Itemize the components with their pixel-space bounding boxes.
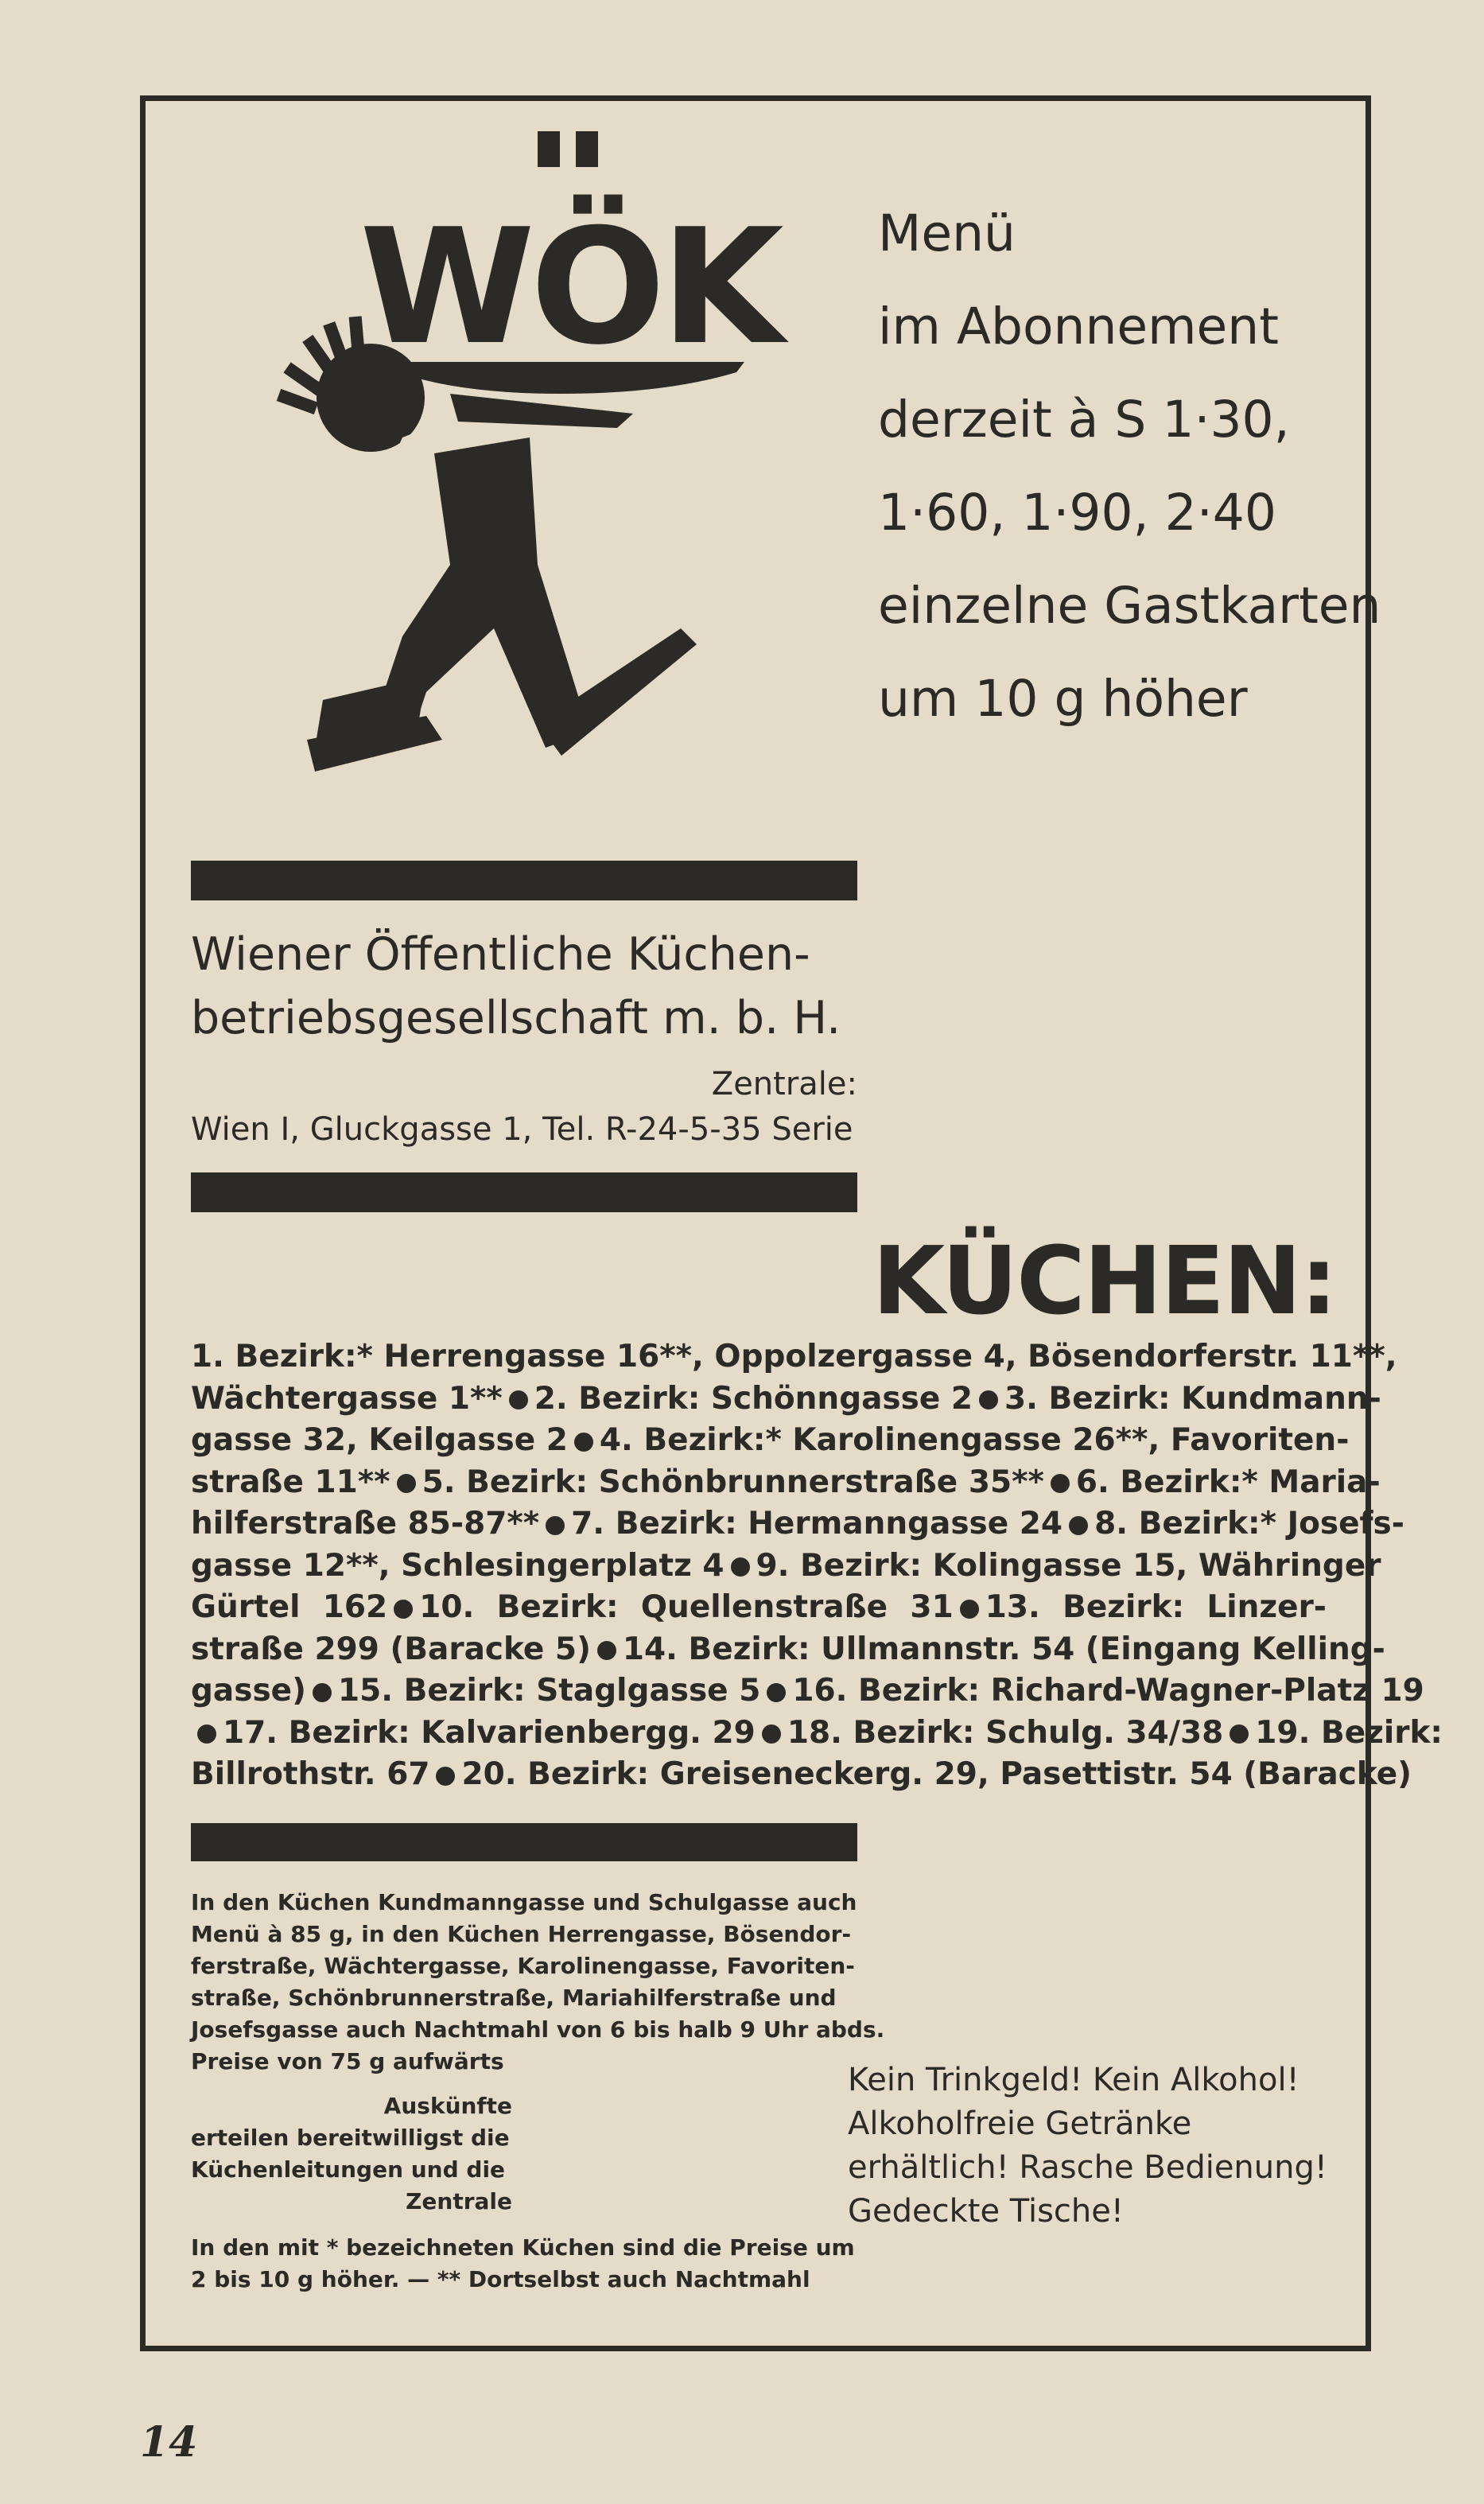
slogan-line: Alkoholfreie Getränke: [848, 2105, 1192, 2142]
info-block: [191, 2090, 512, 2218]
kitchen-entry: Gürtel 162: [191, 1589, 388, 1625]
notes-line: ferstraße, Wächtergasse, Karolinengasse, Favoriten-: [191, 1953, 855, 1979]
kitchen-entry: 9. Bezirk: Kolingasse 15, Währinger: [756, 1547, 1381, 1584]
menu-line: um 10 g höher: [878, 670, 1248, 728]
kitchen-entry: gasse): [191, 1673, 306, 1709]
bullet-dot-icon: [394, 1600, 413, 1619]
footnote-line: In den mit * bezeichneten Küchen sind die Preise um: [191, 2234, 855, 2261]
info-line: Zentrale: [406, 2188, 512, 2214]
kitchens-line: [191, 1420, 1350, 1462]
info-line: erteilen bereitwilligst die: [191, 2125, 510, 2151]
bullet-dot-icon: [436, 1767, 455, 1786]
kitchen-entry: gasse 32, Keilgasse 2: [191, 1422, 568, 1458]
umlaut-dot-right: [576, 131, 598, 167]
kitchens-line: [191, 1629, 1385, 1671]
zentrale-address: Wien I, Gluckgasse 1, Tel. R-24-5-35 Serie: [191, 1111, 853, 1148]
kitchens-heading: KÜCHEN:: [872, 1226, 1336, 1336]
zentrale-label: Zentrale:: [711, 1066, 857, 1102]
kitchen-entry: 2. Bezirk: Schönngasse 2: [534, 1380, 973, 1417]
kitchen-entry: 18. Bezirk: Schulg. 34/38: [787, 1714, 1224, 1751]
kitchen-entry: hilferstraße 85-87**: [191, 1506, 540, 1542]
menu-line: Menü: [878, 204, 1016, 262]
menu-line: einzelne Gastkarten: [878, 577, 1381, 635]
kitchens-line: [191, 1336, 1397, 1378]
woek-logo: [188, 119, 872, 883]
bullet-dot-icon: [397, 1474, 416, 1493]
kitchen-entry: 8. Bezirk:* Josefs-: [1094, 1506, 1404, 1542]
bullet-dot-icon: [1051, 1474, 1070, 1493]
kitchens-line: [191, 1587, 1327, 1629]
kitchen-entry: 16. Bezirk: Richard-Wagner-Platz 19: [792, 1673, 1424, 1709]
woek-wordmark: WÖK: [359, 195, 779, 380]
bullet-dot-icon: [979, 1390, 998, 1409]
slogan-line: Gedeckte Tische!: [848, 2193, 1124, 2230]
kitchen-entry: 5. Bezirk: Schönbrunnerstraße 35**: [422, 1464, 1044, 1500]
notes-line: Menü à 85 g, in den Küchen Herrengasse, Bösendor-: [191, 1921, 852, 1947]
kitchen-entry: 1. Bezirk:* Herrengasse 16**, Oppolzergasse 4, Bösendorferstr. 11**,: [191, 1339, 1397, 1374]
bullet-dot-icon: [731, 1557, 750, 1577]
bullet-dot-icon: [574, 1433, 593, 1452]
bullet-dot-icon: [762, 1724, 781, 1744]
kitchens-line: [191, 1462, 1381, 1504]
footnote-line: 2 bis 10 g höher. — ** Dortselbst auch Nachtmahl: [191, 2266, 810, 2292]
bullet-dot-icon: [509, 1390, 528, 1409]
kitchen-entry: 17. Bezirk: Kalvarienbergg. 29: [223, 1714, 756, 1751]
notes-line: Josefsgasse auch Nachtmahl von 6 bis halb 9 Uhr abds.: [191, 2016, 885, 2043]
divider-bar: [191, 1172, 857, 1212]
kitchen-entry: 3. Bezirk: Kundmann-: [1004, 1380, 1381, 1417]
kitchen-entry: 10. Bezirk: Quellenstraße 31: [419, 1589, 954, 1625]
slogan-line: Kein Trinkgeld! Kein Alkohol!: [848, 2062, 1299, 2098]
divider-bar: [191, 1823, 857, 1861]
company-name: [191, 923, 875, 1050]
notes-line: straße, Schönbrunnerstraße, Mariahilferstraße und: [191, 1985, 837, 2011]
kitchen-entry: 20. Bezirk: Greiseneckerg. 29, Pasettistr. 54 (Baracke): [461, 1756, 1412, 1792]
kitchens-list: [191, 1336, 1443, 1796]
kitchen-entry: 15. Bezirk: Staglgasse 5: [337, 1673, 761, 1709]
kitchen-entry: Billrothstr. 67: [191, 1756, 430, 1792]
umlaut-dot-left: [538, 131, 560, 167]
kitchen-entry: Wächtergasse 1**: [191, 1380, 503, 1417]
kitchen-entry: 19. Bezirk:: [1255, 1714, 1443, 1751]
kitchens-line: [191, 1670, 1424, 1713]
menu-line: 1·60, 1·90, 2·40: [878, 484, 1276, 542]
bullet-dot-icon: [597, 1641, 616, 1660]
footnote-block: [191, 2232, 859, 2296]
kitchen-entry: 14. Bezirk: Ullmannstr. 54 (Eingang Kelling-: [622, 1631, 1385, 1667]
bullet-dot-icon: [1069, 1516, 1088, 1535]
kitchen-entry: 13. Bezirk: Linzer-: [985, 1589, 1327, 1625]
page-number: 14: [140, 2418, 198, 2467]
kitchens-line: [191, 1503, 1404, 1546]
notes-line: Preise von 75 g aufwärts: [191, 2048, 504, 2074]
menu-price-block: [878, 187, 1381, 745]
kitchens-line: [191, 1754, 1412, 1796]
bullet-dot-icon: [960, 1600, 979, 1619]
bullet-dot-icon: [197, 1724, 216, 1744]
info-line: Auskünfte: [383, 2093, 512, 2119]
kitchen-entry: 6. Bezirk:* Maria-: [1075, 1464, 1381, 1500]
menu-line: im Abonnement: [878, 297, 1279, 356]
kitchen-entry: 7. Bezirk: Hermanngasse 24: [571, 1506, 1063, 1542]
slogan-line: erhältlich! Rasche Bedienung!: [848, 2149, 1327, 2186]
company-name-line: betriebsgesellschaft m. b. H.: [191, 992, 841, 1044]
kitchens-line: [191, 1713, 1443, 1755]
bullet-dot-icon: [546, 1516, 565, 1535]
bullet-dot-icon: [313, 1683, 332, 1702]
info-line: Küchenleitungen und die: [191, 2156, 506, 2183]
kitchen-entry: straße 11**: [191, 1464, 390, 1500]
kitchen-entry: straße 299 (Baracke 5): [191, 1631, 591, 1667]
notes-block: [191, 1887, 885, 2078]
kitchens-line: [191, 1546, 1381, 1588]
slogan-block: [848, 2059, 1341, 2234]
notes-line: In den Küchen Kundmanngasse und Schulgasse auch: [191, 1889, 857, 1915]
company-name-line: Wiener Öffentliche Küchen-: [191, 928, 810, 981]
kitchen-entry: 4. Bezirk:* Karolinengasse 26**, Favoriten-: [599, 1422, 1350, 1458]
bullet-dot-icon: [767, 1683, 786, 1702]
bullet-dot-icon: [1230, 1724, 1249, 1744]
menu-line: derzeit à S 1·30,: [878, 391, 1290, 449]
kitchen-entry: gasse 12**, Schlesingerplatz 4: [191, 1547, 725, 1584]
kitchens-line: [191, 1378, 1381, 1421]
divider-bar: [191, 861, 857, 900]
waiter-arm: [450, 394, 633, 428]
